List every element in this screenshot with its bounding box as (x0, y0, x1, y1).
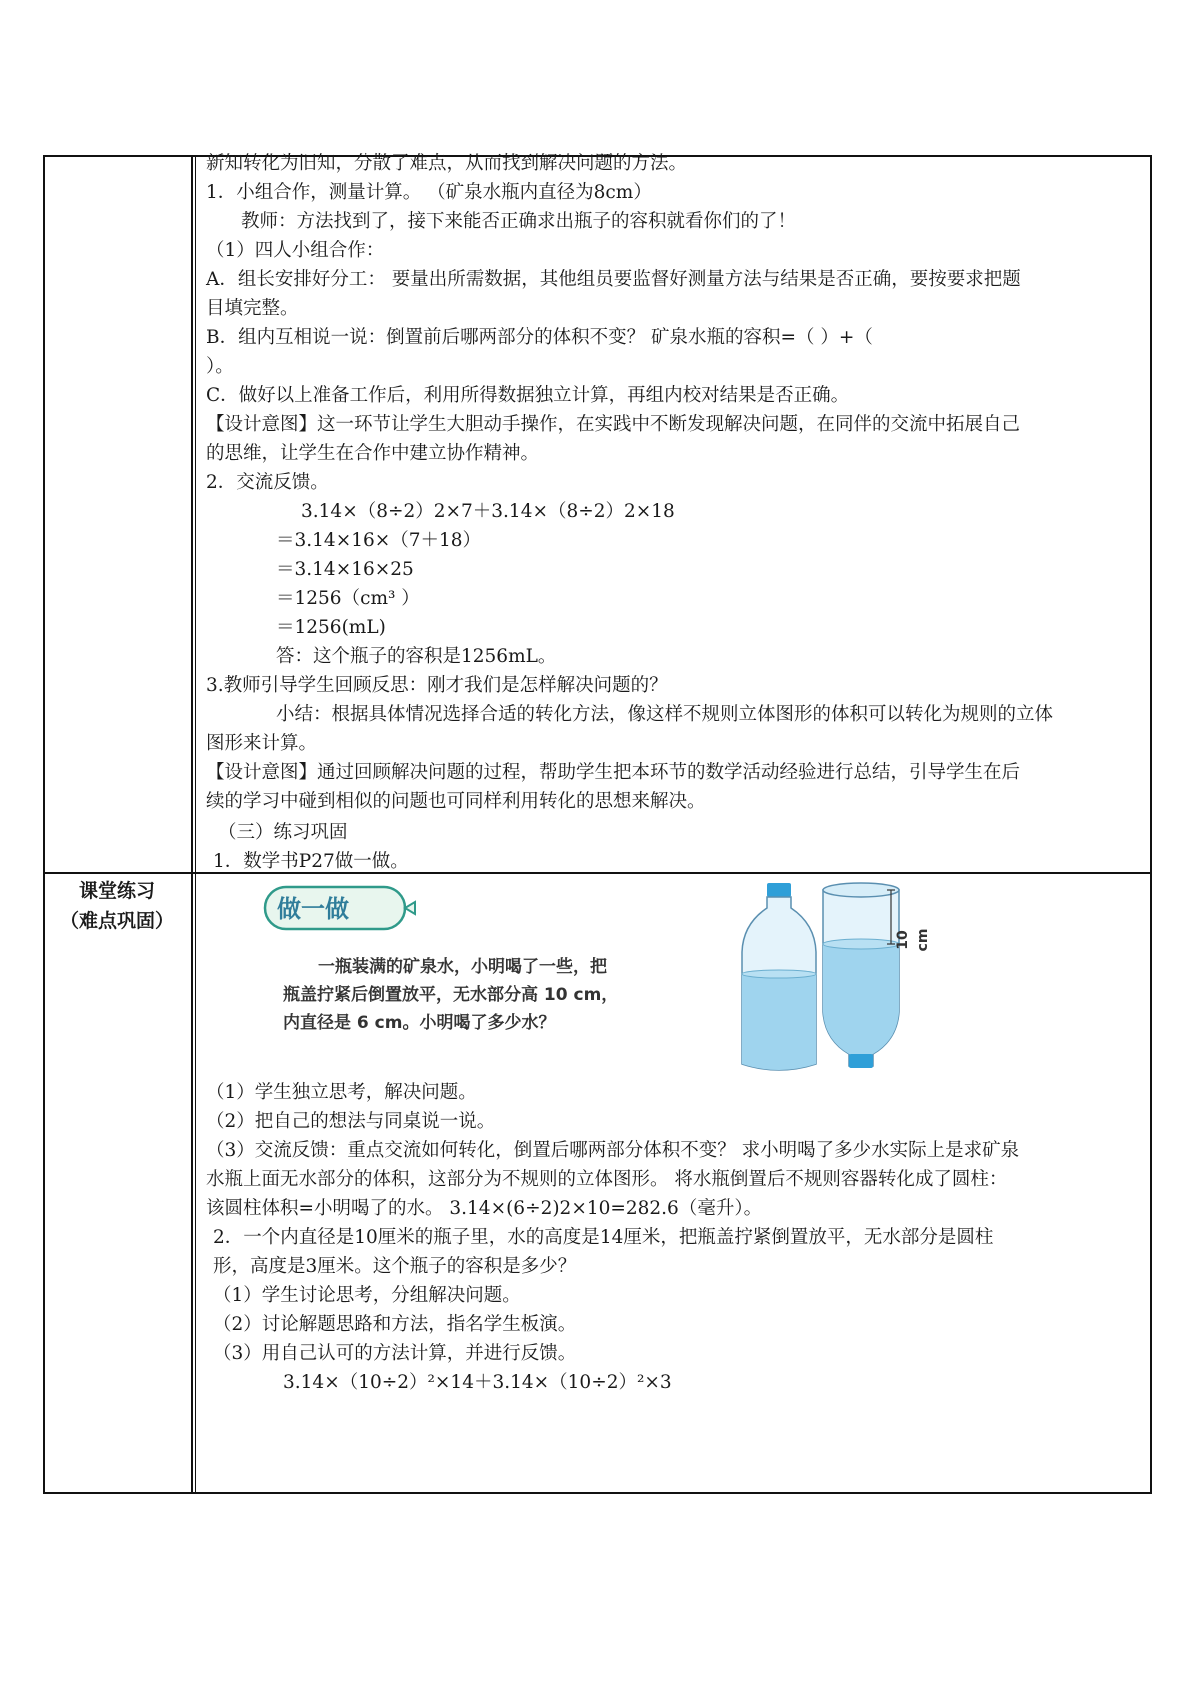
answer-line: 答：这个瓶子的容积是1256mL。 (276, 646, 557, 667)
column-divider (191, 155, 193, 1494)
text-line: 教师：方法找到了，接下来能否正确求出瓶子的容积就看你们的了！ (241, 211, 797, 232)
text-line: C．做好以上准备工作后，利用所得数据独立计算，再组内校对结果是否正确。 (206, 385, 850, 406)
problem-line: 内直径是 6 cm。小明喝了多少水？ (283, 1013, 556, 1033)
practice-item-2: 形，高度是3厘米。这个瓶子的容积是多少？ (213, 1256, 577, 1277)
design-intent-line: 【设计意图】通过回顾解决问题的过程，帮助学生把本环节的数学活动经验进行总结，引导学生在后 (206, 762, 1021, 783)
bottle-water (823, 944, 899, 1054)
text-line: 2．交流反馈。 (206, 472, 329, 493)
formula-line: ＝1256(mL) (276, 617, 386, 638)
text-line: （3）交流反馈：重点交流如何转化，倒置后哪两部分体积不变？ 求小明喝了多少水实际上是求矿泉 (206, 1140, 1020, 1161)
text-line: 目填完整。 (206, 298, 299, 319)
bottle-water (742, 974, 816, 1070)
problem-line: 一瓶装满的矿泉水，小明喝了一些，把 (318, 957, 607, 977)
text-line: ）。 (206, 356, 234, 377)
text-line: B．组内互相说一说：倒置前后哪两部分的体积不变？ 矿泉水瓶的容积=（ ）+（ (206, 327, 873, 348)
water-surface (742, 970, 816, 978)
text-line: （3）用自己认可的方法计算，并进行反馈。 (213, 1343, 577, 1364)
inverted-bottle (823, 883, 899, 1068)
formula-line: ＝3.14×16×（7＋18） (276, 530, 482, 551)
upright-bottle (742, 883, 816, 1070)
text-line: 3.教师引导学生回顾反思：刚才我们是怎样解决问题的？ (206, 675, 668, 696)
formula-line: ＝3.14×16×25 (276, 559, 414, 580)
practice-item-1: 1．数学书P27做一做。 (213, 851, 409, 872)
bottle-cap (849, 1054, 873, 1068)
practice-heading: （三）练习巩固 (218, 822, 348, 843)
formula-line: 3.14×（10÷2）²×14＋3.14×（10÷2）²×3 (283, 1372, 672, 1393)
design-intent-line: 【设计意图】这一环节让学生大胆动手操作，在实践中不断发现解决问题，在同伴的交流中拓展自己 (206, 414, 1021, 435)
row-divider (43, 872, 1152, 874)
text-line: 新知转化为旧知，分散了难点，从而找到解决问题的方法。 (206, 153, 688, 174)
text-line: 水瓶上面无水部分的体积，这部分为不规则的立体图形。 将水瓶倒置后不规则容器转化成了圆柱： (206, 1169, 1008, 1190)
lesson-table (43, 155, 1152, 1494)
text-line: （1）四人小组合作： (206, 240, 385, 261)
problem-line: 瓶盖拧紧后倒置放平，无水部分高 10 cm， (283, 985, 619, 1005)
dimension-label: 10 cm (895, 928, 931, 952)
text-line: （1）学生讨论思考，分组解决问题。 (213, 1285, 521, 1306)
text-line: （2）讨论解题思路和方法，指名学生板演。 (213, 1314, 577, 1335)
badge-tail (405, 902, 415, 914)
practice-item-2: 2．一个内直径是10厘米的瓶子里，水的高度是14厘米，把瓶盖拧紧倒置放平，无水部分是圆柱 (213, 1227, 994, 1248)
text-line: 1．小组合作，测量计算。 （矿泉水瓶内直径为8cm） (206, 182, 652, 203)
column-divider-inner (195, 155, 196, 1494)
formula-line: ＝1256（cm³ ） (276, 588, 420, 609)
text-line: A．组长安排好分工： 要量出所需数据，其他组员要监督好测量方法与结果是否正确，要按要求把题 (206, 269, 1021, 290)
summary-line: 小结：根据具体情况选择合适的转化方法，像这样不规则立体图形的体积可以转化为规则的立体 (276, 704, 1054, 725)
text-line: （2）把自己的想法与同桌说一说。 (206, 1111, 496, 1132)
design-intent-line: 的思维，让学生在合作中建立协作精神。 (206, 443, 540, 464)
design-intent-line: 续的学习中碰到相似的问题也可同样利用转化的思想来解决。 (206, 791, 706, 812)
formula-line: 3.14×（8÷2）2×7＋3.14×（8÷2）2×18 (301, 501, 675, 522)
badge-text: 做一做 (277, 895, 349, 923)
text-line: 该圆柱体积=小明喝了的水。 3.14×(6÷2)2×10=282.6（毫升）。 (206, 1198, 763, 1219)
bottle-cap (767, 883, 791, 897)
section-label-sub: （难点巩固） (59, 910, 174, 932)
summary-line: 图形来计算。 (206, 733, 318, 754)
section-label-main: 课堂练习 (78, 880, 155, 902)
badge (265, 887, 415, 929)
textbook-figure (243, 882, 903, 1082)
text-line: （1）学生独立思考，解决问题。 (206, 1082, 477, 1103)
